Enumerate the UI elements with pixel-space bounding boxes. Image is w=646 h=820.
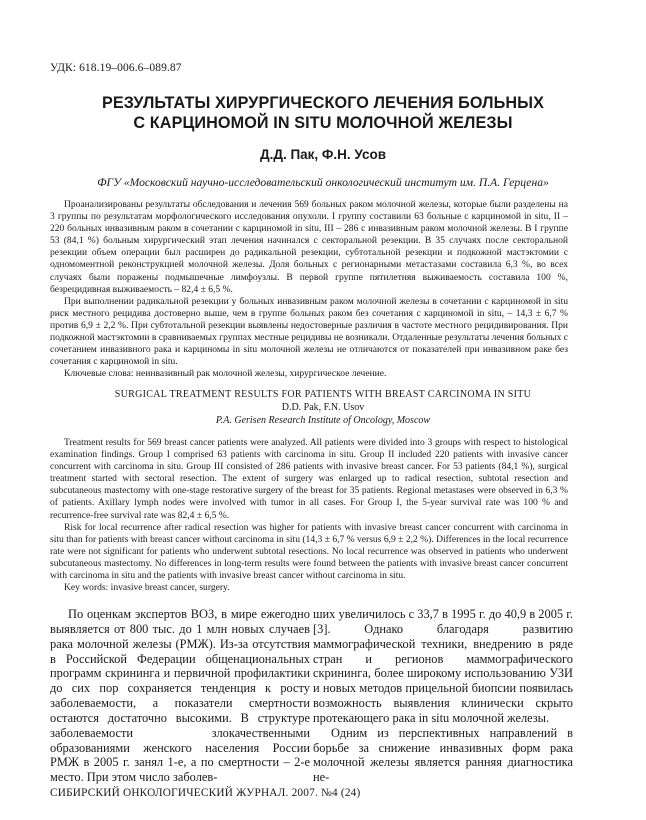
body-paragraph: Одним из перспективных направлений в борьбе за снижение инвазивных форм рака молочной железы является ранняя диагностика не- [313,725,573,785]
english-authors: D.D. Pak, F.N. Usov [281,402,365,413]
authors: Д.Д. Пак, Ф.Н. Усов [259,147,387,162]
body-paragraph: По оценкам экспертов ВОЗ, в мире ежегодно выявляется от 800 тыс. до 1 млн новых случаев рака молочной железы (РМЖ). Из-за отсутствия в Российской Федерации общенациональных программ скрининга и первичной профилактики до сих пор сохраняется тенденция к росту заболеваемости, а показатели смертности остаются достаточно высокими. В структуре заболеваемости злокачественными образованиями женского населения России РМЖ в 2005 г. занял 1-е, а по смертности – 2-е место. При этом число заболев- [50,607,310,785]
body-column-right [313,607,573,785]
abstract-ru-paragraph-2: При выполнении радикальной резекции у больных инвазивным раком молочной железы в сочетании с карциномой in situ риск местного рецидива достоверно выше, чем в группе больных раком без сочетания с карциномой in situ, – 14,3 ± 6,7 % против 6,9 ± 2,2 %. При субтотальной резекции выявлены недостоверные различия в частоте местного рецидивирования. При подкожной мастэктомии в сравниваемых группах местные рецидивы не возникали. Отдаленные результаты лечения больных с сочетанием инвазивного рака и карциномы in situ молочной железы не отличаются от показателей при инвазивном раке без сочетания с карциномой in situ. [50,295,568,368]
abstract-en [50,437,568,594]
title-line-2: С КАРЦИНОМОЙ IN SITU МОЛОЧНОЙ ЖЕЛЕЗЫ [133,114,513,132]
keywords-ru: Ключевые слова: неинвазивный рак молочной железы, хирургическое лечение. [64,368,387,380]
body-paragraph-continued: ших увеличилось с 33,7 в 1995 г. до 40,9 в 2005 г. [3]. Однако благодаря развитию маммографической техники, внедрению в ряде стран и регионов маммографического скрининга, более широкому использованию УЗИ и новых методов прицельной биопсии появилась возможность выявления клинически скрыто протекающего рака in situ молочной железы. [313,607,573,725]
english-affiliation: P.A. Gerisen Research Institute of Oncology, Moscow [215,415,431,426]
english-title: SURGICAL TREATMENT RESULTS FOR PATIENTS WITH BREAST CARCINOMA IN SITU [114,389,532,400]
affiliation: ФГУ «Московский научно-исследовательский онкологический институт им. П.А. Герцена» [97,176,549,189]
udc-code: УДК: 618.19–006.6–089.87 [50,62,182,74]
abstract-ru-paragraph-1: Проанализированы результаты обследования и лечения 569 больных раком молочной железы, которые были разделены на 3 группы по результатам морфологического исследования опухоли. I группу составили 63 больные с карциномой in situ, II – 220 больных инвазивным раком в сочетании с карциномой in situ, III – 286 с инвазивным раком молочной железы. В I группе 53 (84,1 %) больным хирургический этап лечения начинался с секторальной резекции. В 35 случаях после секторальной резекции объем операции был расширен до радикальной резекции, субтотальной резекции и подкожной мастэктомии с одномоментной реконструкцией молочной железы. Доля больных с регионарными метастазами составила 6,3 %, во всех случаях были поражены подмышечные лимфоузлы. В первой группе пятилетняя выживаемость составила 100 %, безрецидивная выживаемость – 82,4 ± 6,5 %. [50,199,568,295]
article-title [40,93,606,133]
abstract-en-paragraph-1: Treatment results for 569 breast cancer patients were analyzed. All patients were divided into 3 groups with respect to histological examination findings. Group I comprised 63 patients with carcinoma in situ. Group II included 220 patients with invasive cancer concurrent with carcinoma in situ. Group III consisted of 286 patients with invasive breast cancer. For 53 patients (84,1 %), surgical treatment started with sectoral resection. The extent of surgery was enlarged up to radical resection, subtotal resection and subcutaneous mastectomy with one-stage restorative surgery of the breast for 35 patients. Regional metastases were observed in 6,3 % of patients. Axillary lymph nodes were involved with tumor in all cases. For Group I, the 5-year survival rate was 100 % and recurrence-free survival rate was 82,4 ± 6,5 %. [50,437,568,521]
keywords-en: Key words: invasive breast cancer, surgery. [64,582,230,594]
body-column-left [50,607,310,785]
journal-footer: СИБИРСКИЙ ОНКОЛОГИЧЕСКИЙ ЖУРНАЛ. 2007. №4 (24) [50,787,361,799]
title-line-1: РЕЗУЛЬТАТЫ ХИРУРГИЧЕСКОГО ЛЕЧЕНИЯ БОЛЬНЫХ [101,94,545,112]
abstract-ru [50,199,568,380]
abstract-en-paragraph-2: Risk for local recurrence after radical resection was higher for patients with invasive breast cancer concurrent with carcinoma in situ than for patients with breast cancer without carcinoma in situ (14,3 ± 6,7 % versus 6,9 ± 2,2 %). Differences in the local recurrence rate were not significant for patients who underwent subtotal resections. No local recurrence was observed in patients who underwent subcutaneous mastectomy. No differences in long-term results were found between the patients with invasive breast cancer concurrent with carcinoma in situ and the patients with invasive breast cancer without carcinoma in situ. [50,521,568,582]
